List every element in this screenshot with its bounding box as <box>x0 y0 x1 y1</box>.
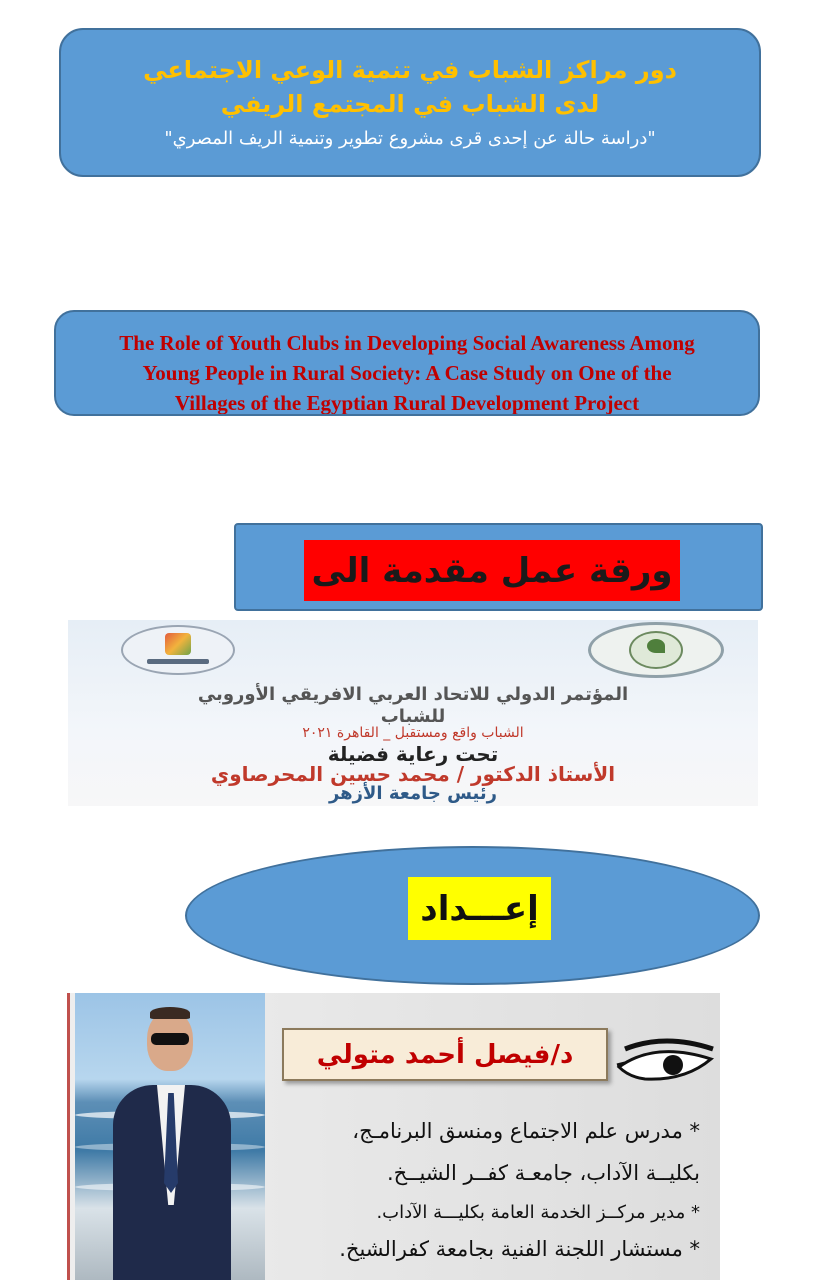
author-role-2: * مدير مركــز الخدمة العامة بكليـــة الآداب. <box>376 1202 700 1223</box>
author-role-1-cont: بكليــة الآداب، جامعـة كفــر الشيــخ. <box>386 1161 700 1185</box>
conference-patronage: تحت رعاية فضيلة <box>327 742 499 766</box>
conference-logo-left <box>121 625 235 675</box>
conference-logo-right <box>588 622 724 678</box>
arabic-subtitle: "دراسة حالة عن إحدى قرى مشروع تطوير وتنمية الريف المصري" <box>164 127 656 149</box>
author-photo <box>75 993 265 1280</box>
arabic-title-line-1: دور مراكز الشباب في تنمية الوعي الاجتماعي <box>143 55 677 84</box>
author-role-3: * مستشار اللجنة الفنية بجامعة كفرالشيخ. <box>339 1237 700 1261</box>
english-title-line-1: The Role of Youth Clubs in Developing Social Awareness Among <box>119 331 695 355</box>
conference-banner <box>68 620 758 806</box>
conference-patron-title: رئيس جامعة الأزهر <box>328 783 497 804</box>
english-title-line-2: Young People in Rural Society: A Case Study on One of the <box>142 361 672 385</box>
arabic-title-line-2: لدى الشباب في المجتمع الريفي <box>220 89 600 118</box>
english-title-box <box>54 310 760 416</box>
author-card <box>67 993 720 1280</box>
arabic-title-box <box>59 28 761 177</box>
eye-icon <box>615 1037 715 1087</box>
author-name: د/فيصل أحمد متولي <box>282 1028 608 1081</box>
english-title-line-3: Villages of the Egyptian Rural Development Project <box>174 391 640 415</box>
conference-name-cont: للشباب <box>380 706 446 727</box>
author-role-1: * مدرس علم الاجتماع ومنسق البرنامـج، <box>352 1119 700 1143</box>
prepared-by-label: إعـــداد <box>408 877 551 940</box>
conference-patron-name: الأستاذ الدكتور / محمد حسين المحرصاوي <box>210 762 616 786</box>
paper-label: ورقة عمل مقدمة الى <box>304 540 680 601</box>
conference-theme: الشباب واقع ومستقبل _ القاهرة ٢٠٢١ <box>302 725 524 741</box>
conference-name: المؤتمر الدولي للاتحاد العربي الافريقي الأوروبي <box>197 684 629 705</box>
